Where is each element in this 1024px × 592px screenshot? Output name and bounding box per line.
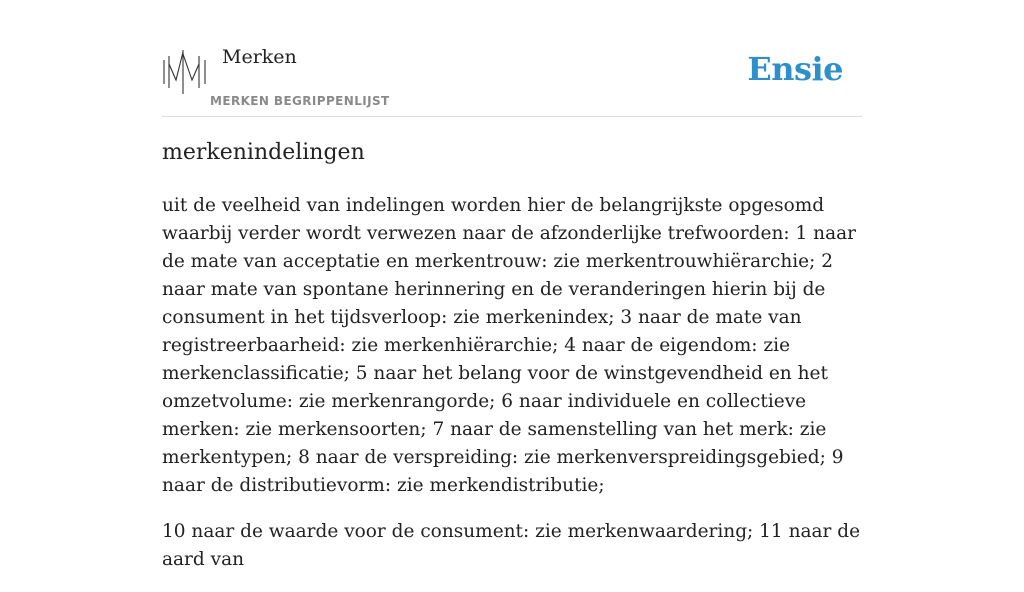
definition-paragraph: 10 naar de waarde voor de consument: zie merkenwaardering; 11 naar de aard van [162, 521, 861, 570]
definition [162, 192, 862, 592]
merken-logo-icon[interactable] [162, 48, 208, 94]
source-subtitle[interactable]: MERKEN BEGRIPPENLIJST [210, 94, 390, 108]
source-name[interactable]: Merken [222, 46, 297, 68]
header [162, 0, 862, 117]
term-title: merkenindelingen [162, 140, 365, 165]
ensie-logo[interactable]: Ensie [747, 50, 843, 88]
page [162, 0, 862, 570]
definition-paragraph: uit de veelheid van indelingen worden hier de belangrijkste opgesomd waarbij verder wordt verwezen naar de afzonderlijke trefwoorden: 1 naar de mate van acceptatie en merkentrouw: zie merkentrouwhiërarchie; 2 naar mate van spontane herinnering en de veranderingen hierin bij de consument in het tijdsverloop: zie merkenindex; 3 naar de mate van registreerbaarheid: zie merkenhiërarchie; 4 naar de eigendom: zie merkenclassificatie; 5 naar het belang voor de winstgevendheid en het omzetvolume: zie merkenrangorde; 6 naar individuele en collectieve merken: zie merkensoorten; 7 naar de samenstelling van het merk: zie merkentypen; 8 naar de verspreiding: zie merkenverspreidingsgebied; 9 naar de distributievorm: zie merkendistributie; [162, 195, 856, 496]
